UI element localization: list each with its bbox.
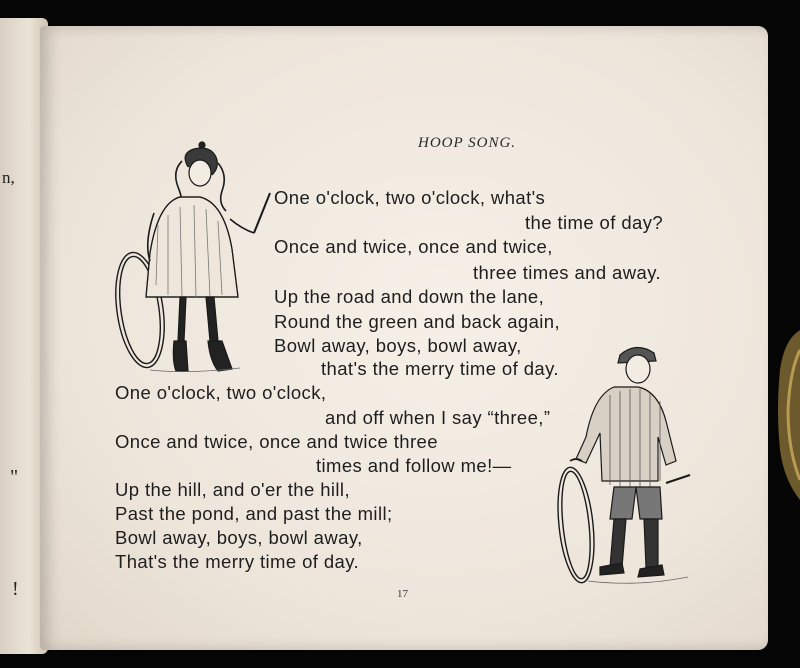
verse-line: Once and twice, once and twice three: [115, 431, 438, 452]
verse-line: that's the merry time of day.: [321, 358, 559, 379]
verse-line: Once and twice, once and twice,: [274, 236, 553, 257]
verse-line: Bowl away, boys, bowl away,: [115, 527, 363, 548]
verse-line: Round the green and back again,: [274, 311, 560, 332]
boy-with-hoop-illustration: [548, 335, 698, 590]
girl-with-hoop-illustration: [110, 135, 280, 380]
verse-line: three times and away.: [473, 262, 662, 283]
left-page-fragment: !: [12, 578, 19, 600]
left-page-fragment: n,: [2, 168, 15, 187]
verse-line: One o'clock, two o'clock, what's: [274, 187, 546, 208]
left-page-fragment: ": [10, 466, 19, 488]
verse-line: One o'clock, two o'clock,: [115, 382, 327, 403]
page-number: 17: [397, 588, 408, 600]
book-clasp: [760, 330, 800, 500]
verse-line: Past the pond, and past the mill;: [115, 503, 393, 524]
page-title: HOOP SONG.: [418, 135, 517, 151]
verse-line: Up the road and down the lane,: [274, 286, 545, 307]
verse-line: and off when I say “three,”: [325, 407, 551, 428]
verse-line: Up the hill, and o'er the hill,: [115, 479, 350, 500]
verse-line: times and follow me!—: [316, 455, 512, 476]
verse-line: the time of day?: [525, 212, 664, 233]
verse-line: That's the merry time of day.: [115, 551, 360, 572]
verse-line: Bowl away, boys, bowl away,: [274, 335, 522, 356]
